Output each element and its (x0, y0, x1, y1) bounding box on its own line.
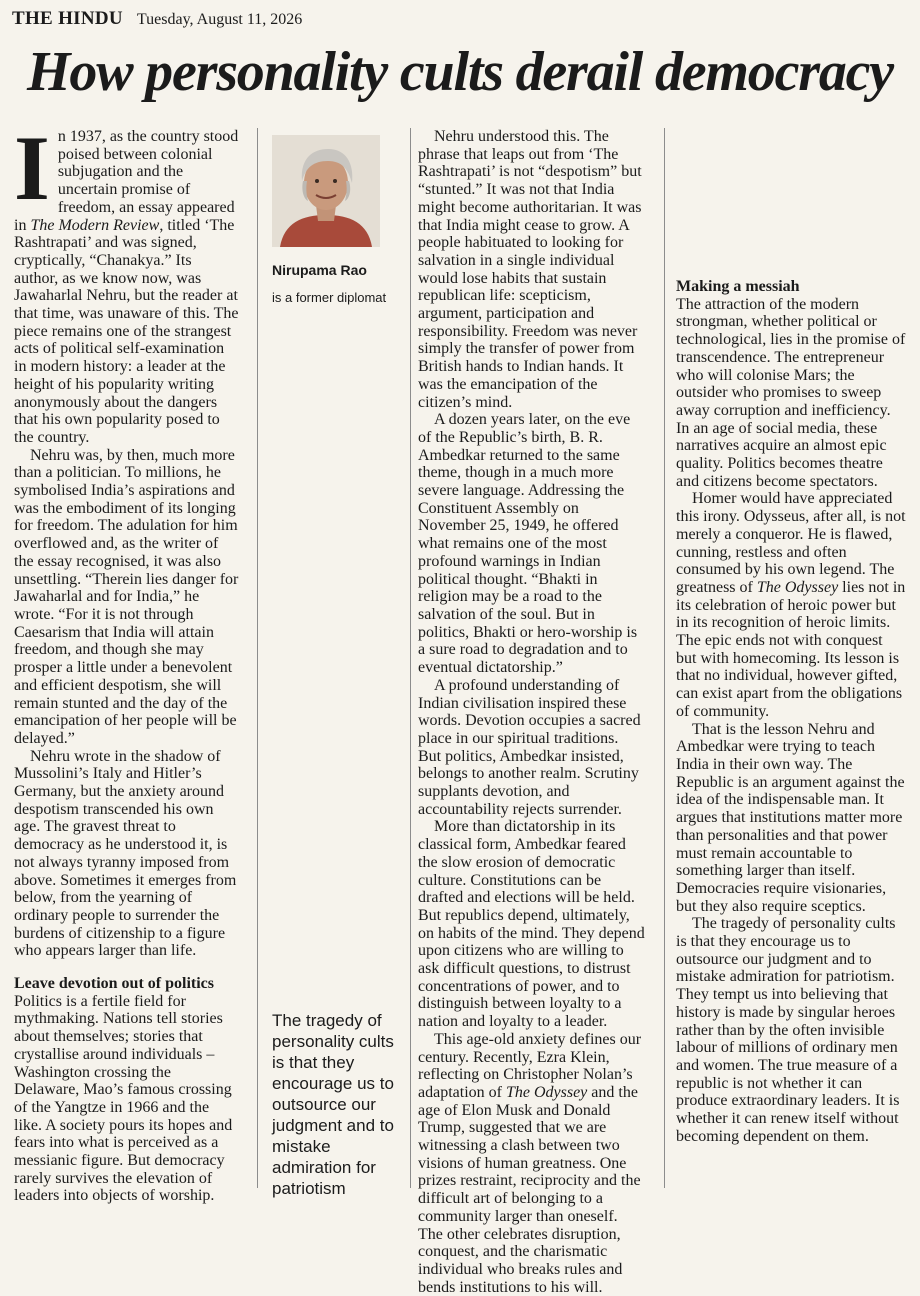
column-divider (257, 128, 258, 1188)
headline: How personality cults derail democracy (27, 41, 893, 103)
article-paragraph-8: More than dictatorship in its classical form, Ambedkar feared the slow erosion of democratic culture. Constitutions can be drafted and elections will be held. But republics depend, ultimately, on habits of the mind. They depend upon citizens who are willing to ask difficult questions, to distrust concentrations of power, and to distinguish between loyalty to a nation and loyalty to a leader. (418, 818, 645, 1031)
author-portrait-icon (272, 135, 380, 247)
article-paragraph-10: The attraction of the modern strongman, whether political or technological, lies in the promise of transcendence. The entrepreneur who will colonise Mars; the outsider who promises to sweep away corruption and inefficiency. In an age of social media, these narratives acquire an almost epic quality. Politics becomes theatre and citizens become spectators. (676, 295, 906, 490)
article-column-4 (676, 128, 907, 1145)
article-paragraph-1: In 1937, as the country stood poised between colonial subjugation and the uncertain promise of freedom, an essay appeared in The Modern Review, titled ‘The Rashtrapati’ and was signed, cryptically, “Chanakya.” Its author, as we know now, was Jawaharlal Nehru, but the reader at that time, was unaware of this. The piece remains one of the strangest acts of political self-examination in modern history: a leader at the height of his popularity writing anonymously about the dangers that his own popularity posed to the country. (14, 117, 239, 446)
publication-date: Tuesday, August 11, 2026 (136, 11, 303, 28)
author-name: Nirupama Rao (272, 262, 367, 278)
article-paragraph-13: The tragedy of personality cults is that they encourage us to outsource our judgment and to mistake admiration for patriotism. They tempt us into believing that history is made by singular heroes rather than by the often invisible labour of millions of ordinary men and women. The true measure of a republic is not whether it can produce extraordinary leaders. It is whether it can renew itself without becoming dependent on them. (676, 915, 900, 1145)
author-role: is a former diplomat (272, 290, 387, 305)
newspaper-name: THE HINDU (12, 8, 123, 29)
article-paragraph-3: Nehru wrote in the shadow of Mussolini’s Italy and Hitler’s Germany, but the anxiety around despotism transcended his own age. The gravest threat to democracy as he understood it, is not always tyranny imposed from above. Sometimes it emerges from below, from the yearning of ordinary people to surrender the burdens of citizenship to a figure who appears larger than life. (14, 747, 237, 960)
pull-quote: The tragedy of personality cults is that they encourage us to outsource our judgment and to mistake admiration for patriotism (272, 1011, 394, 1198)
article-paragraph-2: Nehru was, by then, much more than a politician. To millions, he symbolised India’s aspirations and was the embodiment of its longing for freedom. The adulation for him overflowed and, as the writer of the essay recognised, it was also unsettling. “Therein lies danger for Jawaharlal and for India,” he wrote. “For it is not through Caesarism that India will attain freedom, and though she may prosper a little under a benevolent and efficient despotism, she will remain stunted and the day of the emancipation of her people will be delayed.” (14, 446, 239, 747)
author-photo (272, 135, 380, 247)
drop-cap: I (14, 117, 50, 219)
masthead (12, 8, 302, 32)
subheading-making-a-messiah: Making a messiah (676, 278, 800, 295)
article-paragraph-12: That is the lesson Nehru and Ambedkar were trying to teach India in their own way. The Republic is an argument against the idea of the indispensable man. It argues that institutions matter more than personalities and that power must remain accountable to something larger than itself. Democracies require visionaries, but they also require sceptics. (676, 720, 905, 915)
article-column-1 (14, 117, 239, 1205)
article-paragraph-11: Homer would have appreciated this irony. Odysseus, after all, is not merely a conqueror. He is flawed, cunning, restless and often consumed by his own legend. The greatness of The Odyssey lies not in its celebration of heroic power but in its recognition of heroic limits. The epic ends not with conquest but with homecoming. Its lesson is that no individual, however gifted, can exist apart from the obligations of community. (676, 490, 906, 720)
work-title: The Odyssey (756, 578, 839, 596)
article-column-3 (418, 128, 645, 1296)
column-divider (410, 128, 411, 1188)
publication-title: The Modern Review (30, 216, 160, 234)
article-paragraph-6: A dozen years later, on the eve of the Republic’s birth, B. R. Ambedkar returned to the same theme, though in a much more severe language. Addressing the Constituent Assembly on November 25, 1949, he offered what remains one of the most profound warnings in Indian political thought. “Bhakti in religion may be a road to the salvation of the soul. But in politics, Bhakti or hero-worship is a sure road to degradation and to eventual dictatorship.” (418, 411, 638, 677)
article-paragraph-7: A profound understanding of Indian civilisation inspired these words. Devotion occupies a sacred place in our spiritual traditions. But politics, Ambedkar insisted, belongs to another realm. Scrutiny supplants devotion, and accountability rejects surrender. (418, 676, 641, 818)
article-paragraph-4: Politics is a fertile field for mythmaking. Nations tell stories about themselves; stories that crystallise around individuals – Washington crossing the Delaware, Mao’s famous crossing of the Yangtze in 1966 and the like. A society pours its hopes and fears into what is perceived as a messianic figure. But democracy rarely survives the elevation of leaders into objects of worship. (14, 992, 233, 1205)
work-title: The Odyssey (505, 1083, 588, 1101)
article-paragraph-5: Nehru understood this. The phrase that leaps out from ‘The Rashtrapati’ is not “despotism” but “stunted.” It was not that India might become authoritarian. It was that India might cease to grow. A people habituated to looking for salvation in a single individual would lose habits that sustain republican life: scepticism, argument, participation and responsibility. Freedom was never simply the transfer of power from British hands to Indian hands. It was the emancipation of the citizen’s mind. (418, 128, 642, 411)
article-paragraph-9: This age-old anxiety defines our century. Recently, Ezra Klein, reflecting on Christopher Nolan’s adaptation of The Odyssey and the age of Elon Musk and Donald Trump, suggested that we are witnessing a clash between two visions of human greatness. One prizes restraint, reciprocity and the difficult art of belonging to a community larger than oneself. The other celebrates disruption, conquest, and the charismatic individual who breaks rules and bends institutions to his will. (418, 1030, 642, 1296)
column-divider (664, 128, 665, 1188)
subheading-leave-devotion: Leave devotion out of politics (14, 975, 214, 993)
